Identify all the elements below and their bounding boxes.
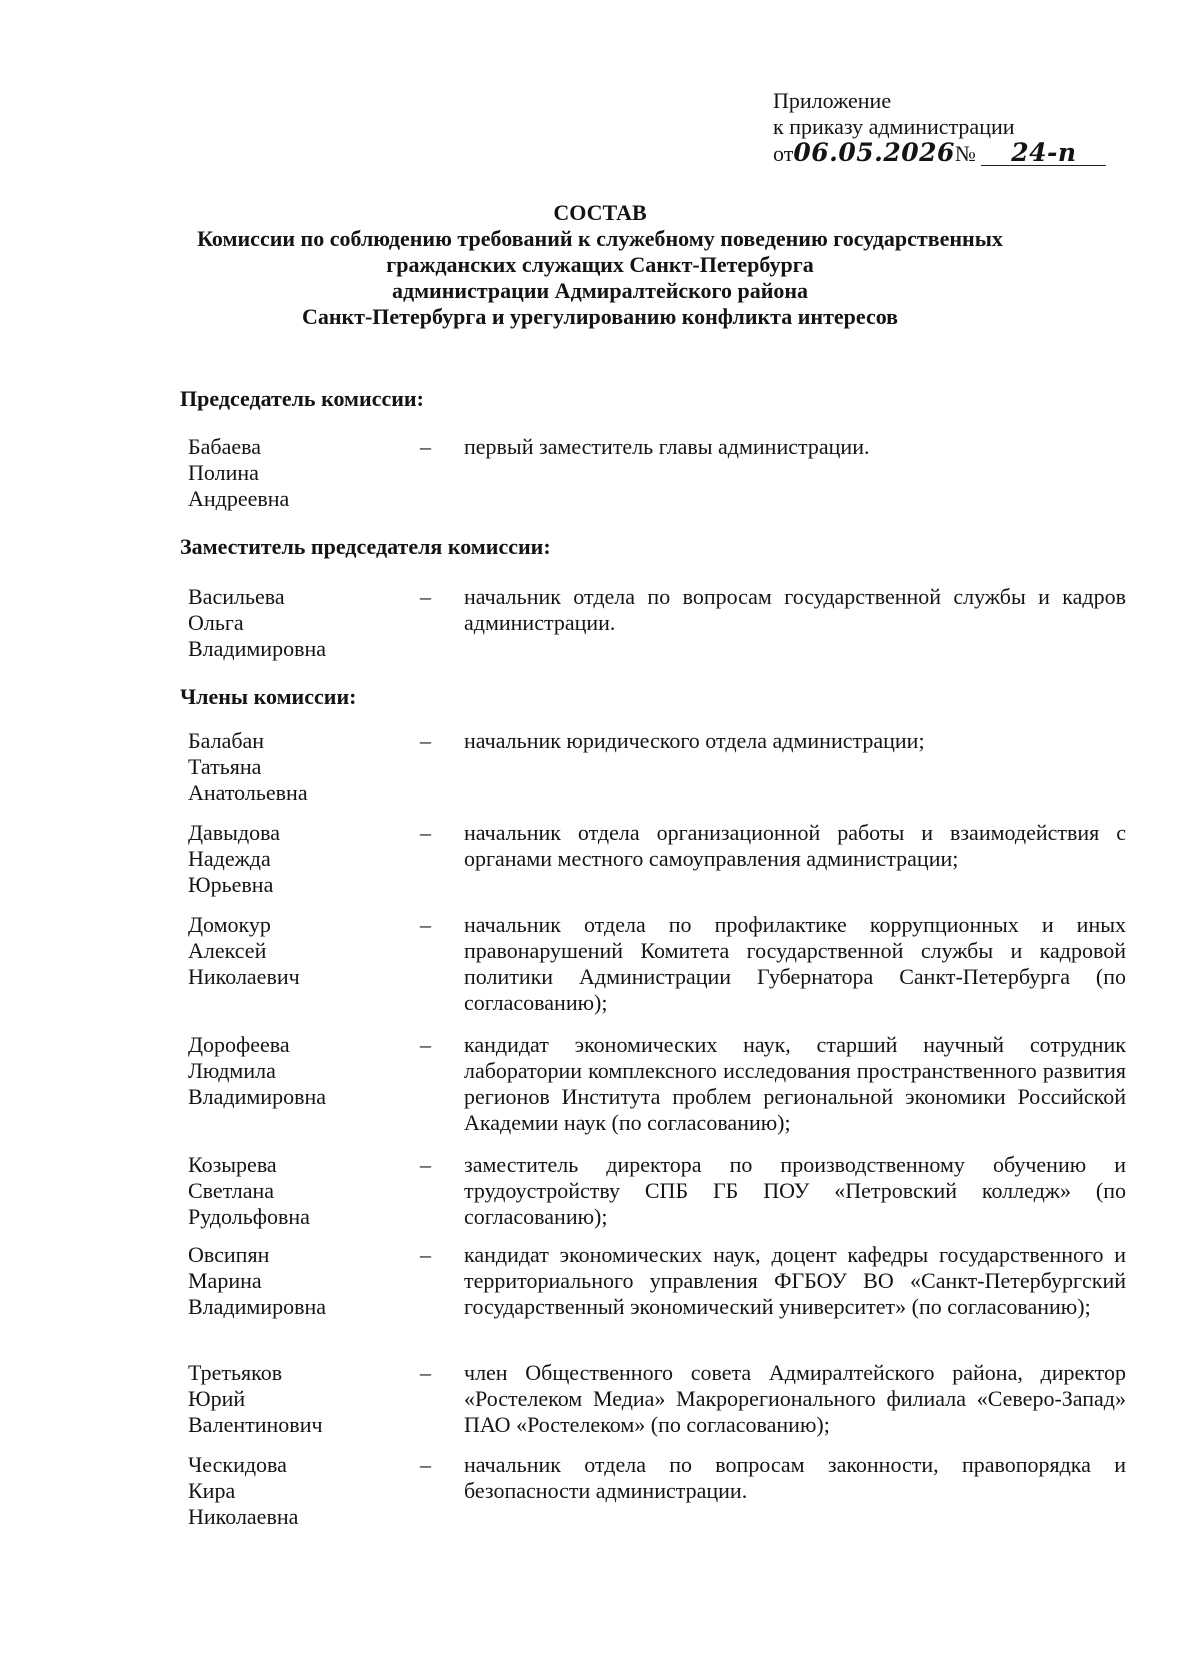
member-entry bbox=[188, 728, 1126, 806]
number-label: № bbox=[954, 141, 976, 166]
member-name: Третьяков Юрий Валентинович bbox=[188, 1360, 323, 1437]
document-title bbox=[0, 200, 1200, 330]
title-line: Санкт-Петербурга и урегулированию конфликта интересов bbox=[301, 304, 899, 329]
member-name: Балабан Татьяна Анатольевна bbox=[188, 728, 308, 805]
dash-separator: – bbox=[420, 912, 431, 937]
appendix-block bbox=[773, 88, 1106, 167]
appendix-order-ref: к приказу администрации bbox=[773, 114, 1015, 139]
member-entry bbox=[188, 1242, 1126, 1320]
member-position: начальник отдела по профилактике коррупционных и иных правонарушений Комитета государственной службы и кадровой политики Администрации Губернатора Санкт-Петербурга (по согласованию); bbox=[464, 912, 1126, 1015]
member-name: Давыдова Надежда Юрьевна bbox=[188, 820, 280, 897]
member-name: Ческидова Кира Николаевна bbox=[188, 1452, 299, 1529]
appendix-label: Приложение bbox=[773, 88, 892, 113]
title-line: гражданских служащих Санкт-Петербурга bbox=[386, 252, 814, 277]
dash-separator: – bbox=[420, 1032, 431, 1057]
member-position: член Общественного совета Адмиралтейского района, директор «Ростелеком Медиа» Макрорегионального филиала «Северо-Запад» ПАО «Ростелеком» (по согласованию); bbox=[464, 1360, 1126, 1437]
member-name: Васильева Ольга Владимировна bbox=[188, 584, 327, 661]
member-name: Козырева Светлана Рудольфовна bbox=[188, 1152, 310, 1229]
member-position: начальник юридического отдела администрации; bbox=[464, 728, 925, 753]
dash-separator: – bbox=[420, 1360, 431, 1385]
dash-separator: – bbox=[420, 728, 431, 753]
dash-separator: – bbox=[420, 1242, 431, 1267]
section-members-heading: Члены комиссии: bbox=[180, 684, 357, 709]
title-main: СОСТАВ bbox=[553, 200, 647, 225]
appendix-date-number bbox=[773, 140, 1106, 167]
member-entry bbox=[188, 1452, 1126, 1530]
dash-separator: – bbox=[420, 434, 431, 459]
section-chair-heading: Председатель комиссии: bbox=[180, 386, 424, 411]
member-name: Овсипян Марина Владимировна bbox=[188, 1242, 327, 1319]
title-line: Комиссии по соблюдению требований к служебному поведению государственных bbox=[197, 226, 1003, 251]
handwritten-date: 06.05.2026 bbox=[793, 138, 955, 167]
dash-separator: – bbox=[420, 584, 431, 609]
section-deputy-heading: Заместитель председателя комиссии: bbox=[180, 534, 551, 559]
member-name: Дорофеева Людмила Владимировна bbox=[188, 1032, 327, 1109]
member-name: Бабаева Полина Андреевна bbox=[188, 434, 290, 511]
member-position: начальник отдела по вопросам законности, правопорядка и безопасности администрации. bbox=[464, 1452, 1126, 1503]
deputy-entry bbox=[188, 584, 1126, 662]
member-position: кандидат экономических наук, старший научный сотрудник лаборатории комплексного исследования пространственного развития регионов Института проблем региональной экономики Российской Академии наук (по согласованию); bbox=[464, 1032, 1126, 1135]
member-position: кандидат экономических наук, доцент кафедры государственного и территориального управления ФГБОУ ВО «Санкт-Петербургский государственный экономический университет» (по согласованию); bbox=[464, 1242, 1126, 1319]
member-entry bbox=[188, 912, 1126, 1016]
from-prefix: от bbox=[773, 141, 794, 166]
member-position: заместитель директора по производственному обучению и трудоустройству СПБ ГБ ПОУ «Петровский колледж» (по согласованию); bbox=[464, 1152, 1126, 1229]
dash-separator: – bbox=[420, 820, 431, 845]
member-entry bbox=[188, 1360, 1126, 1438]
chair-entry bbox=[188, 434, 1126, 512]
member-entry bbox=[188, 820, 1126, 898]
title-line: администрации Адмиралтейского района bbox=[391, 278, 809, 303]
dash-separator: – bbox=[420, 1452, 431, 1477]
member-position: начальник отдела организационной работы и взаимодействия с органами местного самоуправления администрации; bbox=[464, 820, 1126, 871]
member-position: начальник отдела по вопросам государственной службы и кадров администрации. bbox=[464, 584, 1126, 635]
member-entry bbox=[188, 1032, 1126, 1136]
dash-separator: – bbox=[420, 1152, 431, 1177]
member-entry bbox=[188, 1152, 1126, 1230]
handwritten-number: 24-п bbox=[1011, 138, 1077, 167]
member-name: Домокур Алексей Николаевич bbox=[188, 912, 300, 989]
member-position: первый заместитель главы администрации. bbox=[464, 434, 870, 459]
